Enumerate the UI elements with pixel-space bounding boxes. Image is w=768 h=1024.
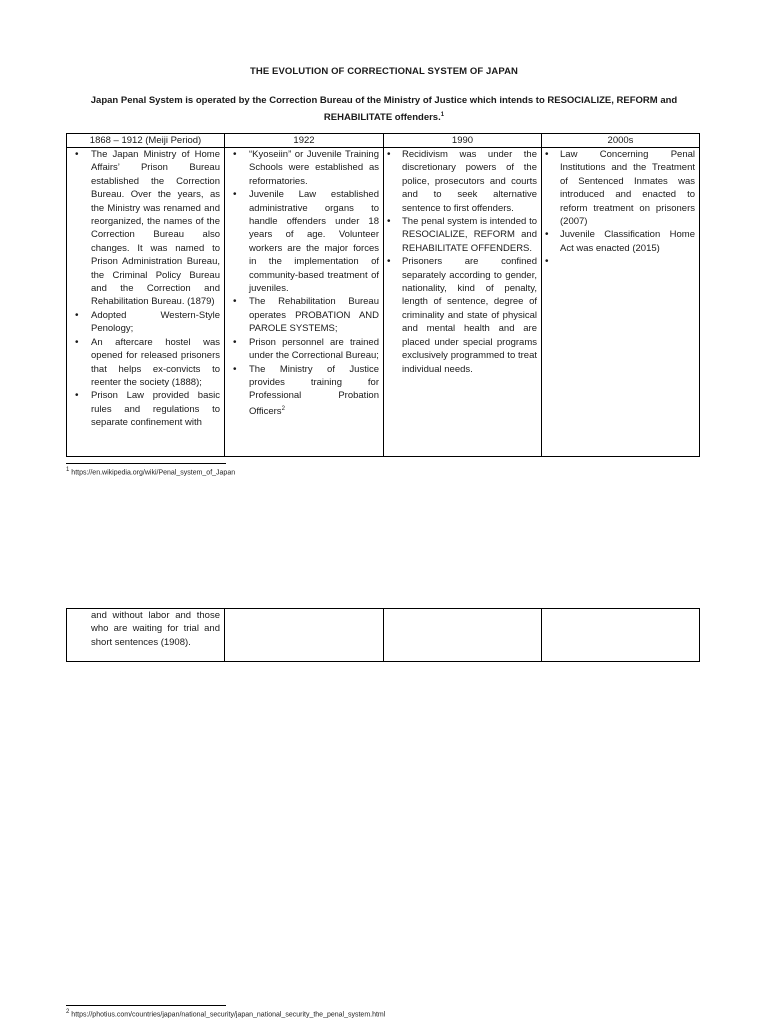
footnote-1-link[interactable]: https://en.wikipedia.org/wiki/Penal_system_of_Japan xyxy=(71,469,236,477)
list-item: • Adopted Western-Style Penology; xyxy=(67,309,224,336)
list-item: • Prisoners are confined separately according to gender, nationality, kind of penalty, length of sentence, degree of criminality and state of physical and mental health and are placed under special programs exclusively programmed to treat individual needs. xyxy=(384,255,541,376)
header-1990: 1990 xyxy=(384,134,542,148)
subtitle-text: Japan Penal System is operated by the Correction Bureau of the Ministry of Justice which intends to RESOCIALIZE, REFORM and REHABILITATE offenders. xyxy=(90,95,678,124)
cell-meiji-continued xyxy=(67,609,225,662)
document-title: THE EVOLUTION OF CORRECTIONAL SYSTEM OF JAPAN xyxy=(249,66,519,77)
list-item: • The penal system is intended to RESOCIALIZE, REFORM and REHABILITATE OFFENDERS. xyxy=(384,215,541,255)
footnote-1-number: 1 xyxy=(66,467,70,473)
footnote-2-number: 2 xyxy=(66,1009,70,1015)
list-item: • The Rehabilitation Bureau operates PROBATION AND PAROLE SYSTEMS; xyxy=(225,295,383,335)
footnote-ref: 2 xyxy=(281,405,285,412)
header-2000s: 2000s xyxy=(542,134,700,148)
table-header-row xyxy=(67,134,700,148)
list-item: • An aftercare hostel was opened for released prisoners that helps ex-convicts to reenter the society (1888); xyxy=(67,336,224,390)
subtitle-footnote-ref: 1 xyxy=(440,112,445,118)
cell-empty xyxy=(225,609,384,662)
header-meiji-period: 1868 – 1912 (Meiji Period) xyxy=(67,134,225,148)
cell-meiji-period xyxy=(67,148,225,457)
evolution-table xyxy=(66,133,700,457)
footnote-2-link[interactable]: https://photius.com/countries/japan/national_security/japan_national_security_the_penal_system.html xyxy=(71,1011,386,1019)
list-item-text: The Ministry of Justice provides training for Professional Probation Officers xyxy=(249,363,379,417)
list-item: • Prison Law provided basic rules and regulations to separate confinement with xyxy=(67,389,224,429)
footnote-1 xyxy=(66,467,235,476)
document-subtitle xyxy=(80,94,688,125)
table-body-row xyxy=(67,148,700,457)
cell-2000s xyxy=(542,148,700,457)
header-1922: 1922 xyxy=(225,134,384,148)
cell-1922 xyxy=(225,148,384,457)
list-item: • Recidivism was under the discretionary powers of the police, prosecutors and courts and to seek alternative sentence to first offenders. xyxy=(384,148,541,215)
footnote-separator xyxy=(66,1005,226,1006)
cell-1990 xyxy=(384,148,542,457)
list-item: • Prison personnel are trained under the Correctional Bureau; xyxy=(225,336,383,363)
list-item xyxy=(225,363,383,419)
evolution-table-continued xyxy=(66,608,700,662)
list-item: • “Kyoseiin” or Juvenile Training Schools were established as reformatories. xyxy=(225,148,383,188)
list-item: • The Japan Ministry of Home Affairs’ Prison Bureau established the Correction Bureau. Over the years, as the Ministry was renamed and reorganized, the names of the Correction Bureau also changes. It was named to Prison Administration Bureau, the Criminal Policy Bureau and the Correction and Rehabilitation Bureau. (1879) xyxy=(67,148,224,309)
footnote-2 xyxy=(66,1009,385,1018)
table-body-row xyxy=(67,609,700,662)
continued-text: and without labor and those who are waiting for trial and short sentences (1908). xyxy=(91,610,220,648)
cell-empty xyxy=(542,609,700,662)
footnote-separator xyxy=(66,463,226,464)
list-item: • Juvenile Law established administrative organs to handle offenders under 18 years of age. Volunteer workers are the major forces in the implementation of community-based treatment of juveniles. xyxy=(225,188,383,295)
list-item: • Law Concerning Penal Institutions and the Treatment of Sentenced Inmates was introduced and enacted to reform treatment on prisoners (2007) xyxy=(542,148,699,228)
list-item: • Juvenile Classification Home Act was enacted (2015) xyxy=(542,228,699,255)
cell-empty xyxy=(384,609,542,662)
